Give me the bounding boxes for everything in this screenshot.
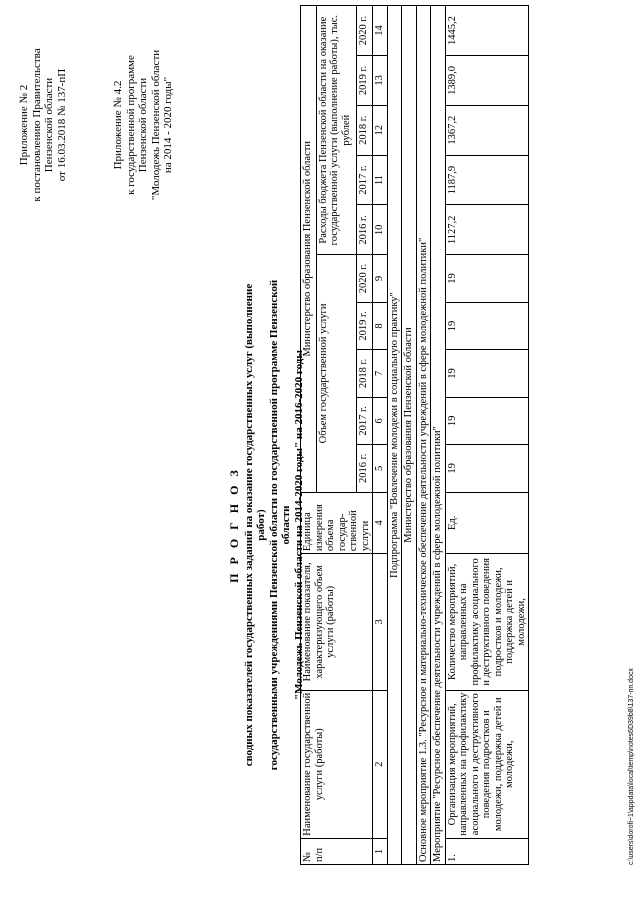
appendix1-line4: от 16.03.2018 № 137-пП: [55, 68, 68, 182]
appendix-block-1: [18, 15, 68, 235]
year-cell: 2019 г.: [357, 302, 373, 349]
col-number: 8: [373, 302, 388, 349]
appendix2-line2: к государственной программе: [124, 55, 137, 195]
main-event-row: Основное мероприятие 1.3. "Ресурсное и материально-техническое обеспечение деятельности учреждений в сфере молодежной политики": [416, 6, 431, 865]
file-path-footer: c:\users\dorofi~1\appdata\local\temp\notes6D39b8\137-пп.docx: [628, 668, 635, 865]
row-service: Организация мероприятий, направленных на профилактику асоциального и деструктивного поведения подростков и молодежи, поддержка детей и молодежи,: [445, 690, 529, 838]
appendix2-line4: "Молодежь Пензенской области: [149, 49, 162, 201]
volume-cell: 19: [445, 445, 529, 492]
header-indicator: Наименование показателя, характеризующего объем услуги (работы): [301, 554, 373, 690]
header-service: Наименование государственной услуги (работы): [301, 690, 373, 838]
header-num: № п/п: [301, 838, 373, 864]
volume-cell: 19: [445, 302, 529, 349]
row-unit: Ед.: [445, 492, 529, 554]
col-number: 4: [373, 492, 388, 554]
expense-cell: 1445,2: [445, 6, 529, 56]
row-num: 1.: [445, 838, 529, 864]
header-unit: Единица измерения объема государ-ственной услуги: [301, 492, 373, 554]
expense-cell: 1367,2: [445, 105, 529, 155]
year-cell: 2019 г.: [357, 55, 373, 105]
document-title: [228, 275, 305, 775]
col-number: 12: [373, 105, 388, 155]
year-cell: 2020 г.: [357, 255, 373, 302]
expense-cell: 1389,0: [445, 55, 529, 105]
col-number: 7: [373, 350, 388, 397]
expense-cell: 1127,2: [445, 205, 529, 255]
header-volume: Объем государственной услуги: [316, 255, 357, 492]
col-number: 9: [373, 255, 388, 302]
volume-cell: 19: [445, 350, 529, 397]
header-expenses: Расходы бюджета Пензенской области на оказание государственной услуги (выполнение работы), тыс. рублей: [316, 6, 357, 255]
row-indicator: Количество мероприятий, направленных на профилактику асоциального и деструктивного поведения подростков и молодежи, поддержка детей и молодежи,: [445, 554, 529, 690]
appendix2-line3: Пензенской области: [137, 77, 149, 173]
year-cell: 2016 г.: [357, 445, 373, 492]
title-line3: "Молодежь Пензенской области на 2014-2020 годы" на 2016-2020 годы: [292, 350, 305, 700]
ministry-row: Министерство образования Пензенской области: [402, 6, 417, 865]
appendix1-line3: Пензенской области: [43, 77, 55, 173]
col-number: 6: [373, 397, 388, 444]
year-cell: 2018 г.: [357, 105, 373, 155]
volume-cell: 19: [445, 255, 529, 302]
col-number: 14: [373, 6, 388, 56]
col-number: 2: [373, 690, 388, 838]
forecast-table: [300, 5, 529, 865]
col-number: 13: [373, 55, 388, 105]
appendix1-line1: Приложение № 2: [18, 84, 30, 166]
subprogram-row: Подпрограмма "Вовлечение молодежи в социальную практику": [387, 6, 402, 865]
appendix2-line1: Приложение № 4.2: [112, 80, 124, 170]
year-cell: 2016 г.: [357, 205, 373, 255]
header-ministry: Министерство образования Пензенской области: [301, 6, 317, 493]
year-cell: 2020 г.: [357, 6, 373, 56]
column-number-row: [373, 6, 388, 865]
col-number: 3: [373, 554, 388, 690]
col-number: 1: [373, 838, 388, 864]
table-row: [445, 6, 529, 865]
title-line1: сводных показателей государственных заданий на оказание государственных услуг (выполнение работ): [242, 283, 267, 767]
title-line2: государственными учреждениями Пензенской области по государственной программе Пензенской области: [267, 279, 292, 771]
col-number: 10: [373, 205, 388, 255]
year-cell: 2017 г.: [357, 155, 373, 205]
volume-cell: 19: [445, 397, 529, 444]
appendix-block-2: [112, 15, 175, 235]
col-number: 5: [373, 445, 388, 492]
expense-cell: 1187,9: [445, 155, 529, 205]
event-row: Мероприятие "Ресурсное обеспечение деятельности учреждений в сфере молодежной политики": [431, 6, 446, 865]
col-number: 11: [373, 155, 388, 205]
title-head: П Р О Г Н О З: [227, 467, 241, 583]
appendix1-line2: к постановлению Правительства: [30, 48, 43, 202]
year-cell: 2017 г.: [357, 397, 373, 444]
year-cell: 2018 г.: [357, 350, 373, 397]
appendix2-line5: на 2014 - 2020 годы": [162, 76, 174, 174]
